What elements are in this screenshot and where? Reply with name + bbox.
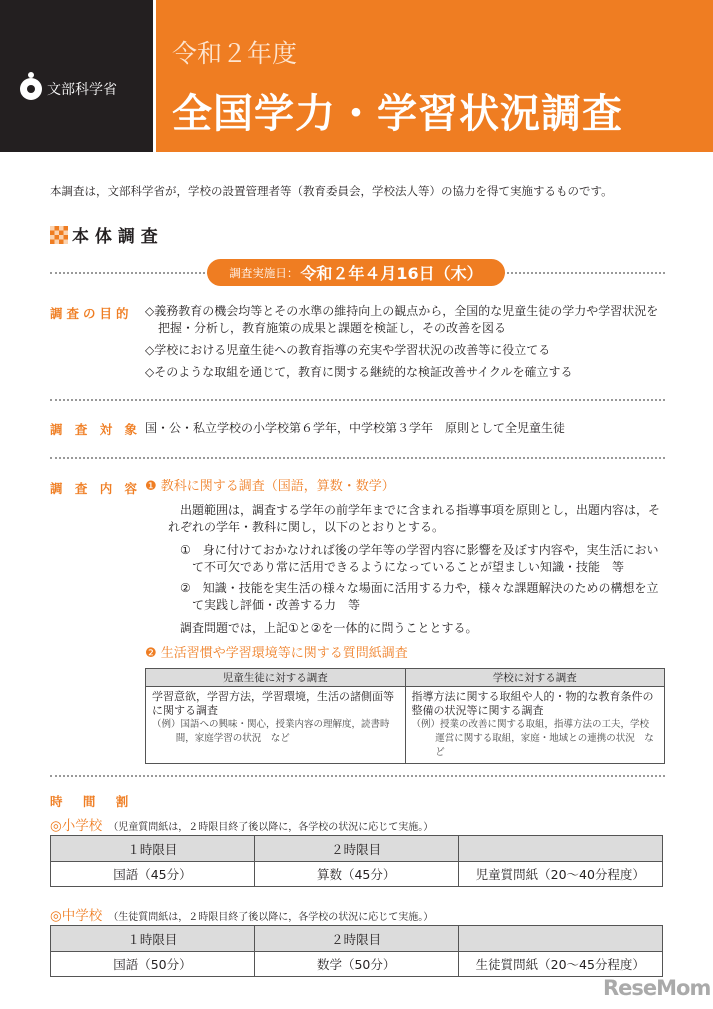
- table-cell: 国語（45分）: [51, 862, 255, 887]
- table-cell: [146, 687, 406, 764]
- ministry-logo: [20, 78, 117, 100]
- cell-main: 学習意欲，学習方法，学習環境，生活の諸側面等に関する調査: [152, 690, 394, 717]
- elementary-heading: [50, 814, 433, 834]
- elementary-table: [50, 835, 663, 887]
- content-line: ① 身に付けておかなければ後の学年等の学習内容に影響を及ぼす内容や，実生活におい: [180, 543, 659, 557]
- schedule-label: 時 間 割: [50, 794, 137, 809]
- table-header: １時限目: [51, 836, 255, 862]
- divider: [50, 399, 665, 401]
- watermark: ReseMom: [603, 976, 711, 1000]
- table-header: ２時限目: [254, 836, 458, 862]
- purpose-item: ◇そのような取組を通じて，教育に関する継続的な検証改善サイクルを確立する: [145, 365, 573, 379]
- content-line: 調査問題では，上記①と②を一体的に問うこととする。: [180, 621, 478, 635]
- table-cell: [405, 687, 665, 764]
- junior-title: ◎中学校: [50, 908, 103, 924]
- purpose-item: 把握・分析し，教育施策の成果と課題を検証し，その改善を図る: [158, 321, 507, 335]
- page-title: 全国学力・学習状況調査: [172, 91, 623, 137]
- checker-icon: [50, 226, 68, 244]
- content-item-title: ❶ 教科に関する調査（国語，算数・数学）: [145, 479, 395, 494]
- target-label: 調 査 対 象: [50, 422, 142, 437]
- junior-heading: [50, 904, 433, 924]
- date-pill: [207, 259, 505, 286]
- junior-note: （生徒質問紙は，２時限目終了後以降に，各学校の状況に応じて実施。）: [108, 912, 434, 923]
- emblem-icon: [20, 78, 42, 100]
- table-header: [458, 836, 662, 862]
- purpose-label: 調査の目的: [50, 306, 133, 321]
- date-value: 令和２年４月16日（木）: [300, 264, 483, 283]
- section-heading: [50, 222, 158, 247]
- logo-panel: [0, 0, 153, 152]
- main-title: 本 体 調 査: [72, 227, 158, 247]
- table-header: 学校に対する調査: [405, 669, 665, 687]
- elementary-note: （児童質問紙は，２時限目終了後以降に，各学校の状況に応じて実施。）: [108, 822, 434, 833]
- divider: [50, 457, 665, 459]
- purpose-item: ◇学校における児童生徒への教育指導の充実や学習状況の改善等に役立てる: [145, 343, 551, 357]
- table-header: １時限目: [51, 926, 255, 952]
- target-text: 国・公・私立学校の小学校第６学年，中学校第３学年 原則として全児童生徒: [145, 421, 566, 435]
- year-label: 令和２年度: [172, 39, 298, 68]
- intro-text: 本調査は，文部科学省が，学校の設置管理者等（教育委員会，学校法人等）の協力を得て実施するものです。: [50, 184, 613, 198]
- purpose-item: ◇義務教育の機会均等とその水準の維持向上の観点から，全国的な児童生徒の学力や学習状況を: [145, 304, 659, 318]
- questionnaire-table: [145, 668, 665, 764]
- content-line: ② 知識・技能を実生活の様々な場面に活用する力や，様々な課題解決のための構想を立: [180, 581, 659, 595]
- cell-example: （例）授業の改善に関する取組，指導方法の工夫，学校運営に関する取組，家庭・地域との連携の状況 など: [411, 719, 654, 758]
- table-header: ２時限目: [254, 926, 458, 952]
- content-label: 調 査 内 容: [50, 481, 142, 496]
- cell-main: 指導方法に関する取組や人的・物的な教育条件の整備の状況等に関する調査: [411, 690, 654, 717]
- table-header: 児童生徒に対する調査: [146, 669, 406, 687]
- table-cell: 国語（50分）: [51, 952, 255, 977]
- content-line: れぞれの学年・教科に関し，以下のとおりとする。: [168, 520, 445, 534]
- cell-example: （例）国語への興味・関心，授業内容の理解度，読書時間，家庭学習の状況 など: [152, 719, 390, 744]
- junior-table: [50, 925, 663, 977]
- content-line: 出題範囲は，調査する学年の前学年までに含まれる指導事項を原則とし，出題内容は，そ: [180, 503, 661, 517]
- table-header: [458, 926, 662, 952]
- content-line: て不可欠であり常に活用できるようになっていることが望ましい知識・技能 等: [192, 560, 625, 574]
- elementary-title: ◎小学校: [50, 818, 103, 834]
- table-cell: 児童質問紙（20～40分程度）: [458, 862, 662, 887]
- table-cell: 数学（50分）: [254, 952, 458, 977]
- divider: [50, 775, 665, 777]
- date-label: 調査実施日：: [229, 265, 299, 280]
- table-cell: 算数（45分）: [254, 862, 458, 887]
- content-item-title: ❷ 生活習慣や学習環境等に関する質問紙調査: [145, 646, 408, 661]
- table-cell: 生徒質問紙（20～45分程度）: [458, 952, 662, 977]
- content-line: て実践し評価・改善する力 等: [192, 598, 361, 612]
- ministry-name: 文部科学省: [47, 82, 117, 98]
